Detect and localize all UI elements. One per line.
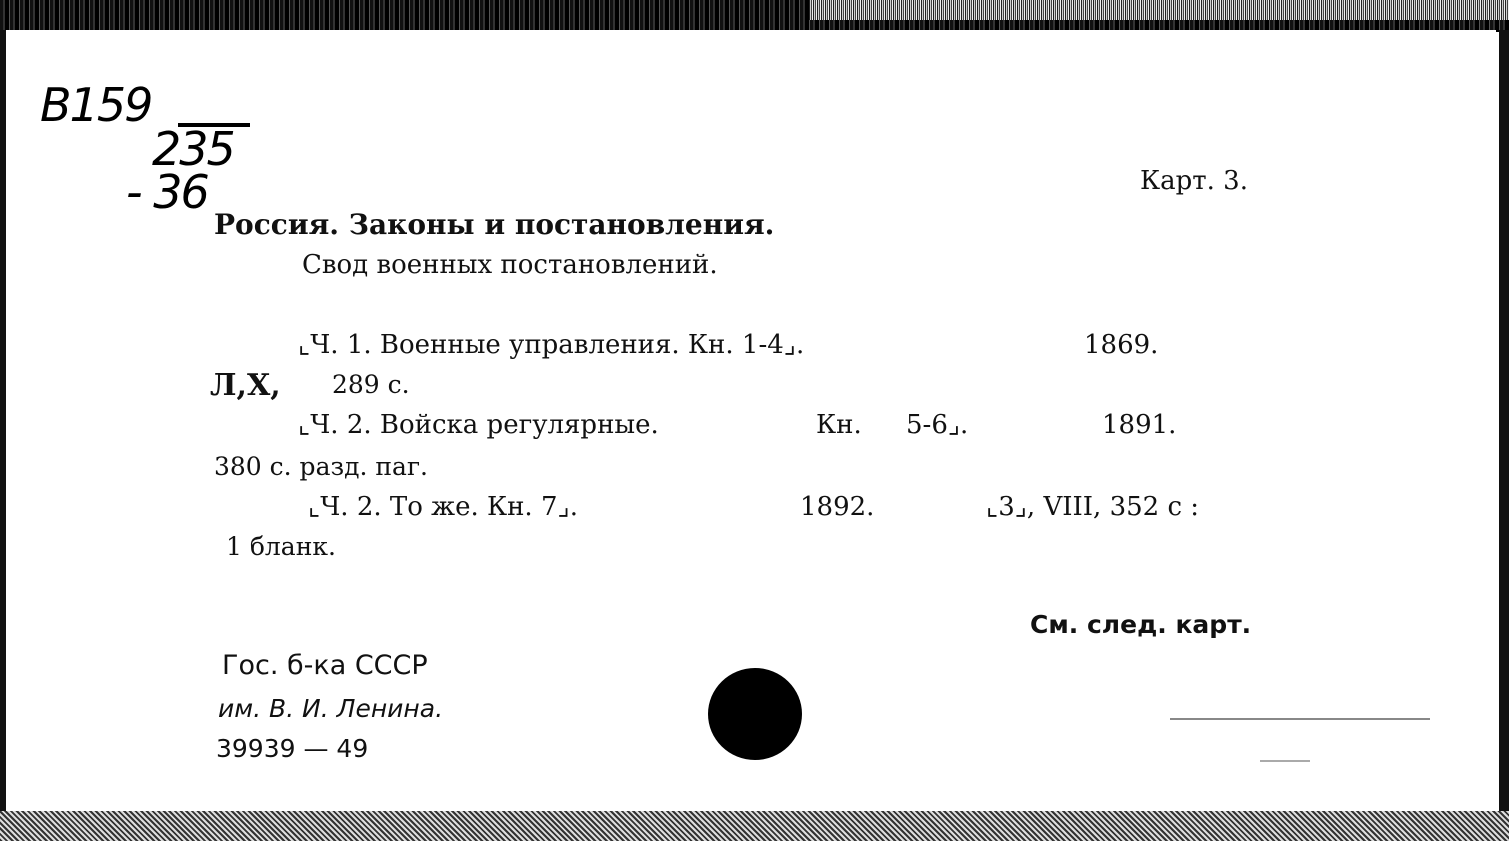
call-number-line1: B159 (40, 78, 152, 132)
faint-rule-2 (1260, 760, 1310, 762)
scan-border-bottom (0, 811, 1509, 841)
entry-3-extent: ⌞3⌟, VIII, 352 с : (986, 492, 1200, 522)
scan-border-top (0, 0, 1509, 32)
entry-1-part: ⌞Ч. 1. Военные управления. Кн. 1-4⌟. (298, 330, 805, 360)
heading: Россия. Законы и постановления. (214, 208, 775, 241)
subheading: Свод военных постановлений. (302, 250, 718, 280)
library-line2: им. В. И. Ленина. (218, 694, 444, 723)
entry-1-year: 1869. (1084, 330, 1159, 360)
entry-2-part: ⌞Ч. 2. Войска регулярные. (298, 410, 659, 440)
faint-rule (1170, 718, 1430, 720)
call-number-line3: - 36 (126, 165, 208, 219)
entry-3-year: 1892. (800, 492, 875, 522)
entry-1-extent-prefix: Л,Х, (210, 368, 281, 403)
entry-2-extent: 380 с. разд. паг. (214, 452, 429, 481)
card-number-label: Карт. 3. (1140, 166, 1248, 196)
entry-3-extent2: 1 бланк. (226, 532, 336, 561)
entry-1-extent: 289 с. (332, 370, 410, 399)
library-line1: Гос. б-ка СССР (222, 650, 428, 681)
library-line3: 39939 — 49 (216, 734, 369, 763)
scan-border-right (1499, 30, 1509, 820)
call-number-line2: 235 (152, 122, 234, 176)
see-next-card: См. след. карт. (1030, 610, 1252, 639)
entry-3-part: ⌞Ч. 2. То же. Кн. 7⌟. (308, 492, 578, 522)
entry-2-book-range: 5-6⌟. (906, 410, 969, 440)
punch-hole (708, 668, 802, 760)
entry-2-book: Кн. (816, 410, 862, 440)
entry-2-year: 1891. (1102, 410, 1177, 440)
